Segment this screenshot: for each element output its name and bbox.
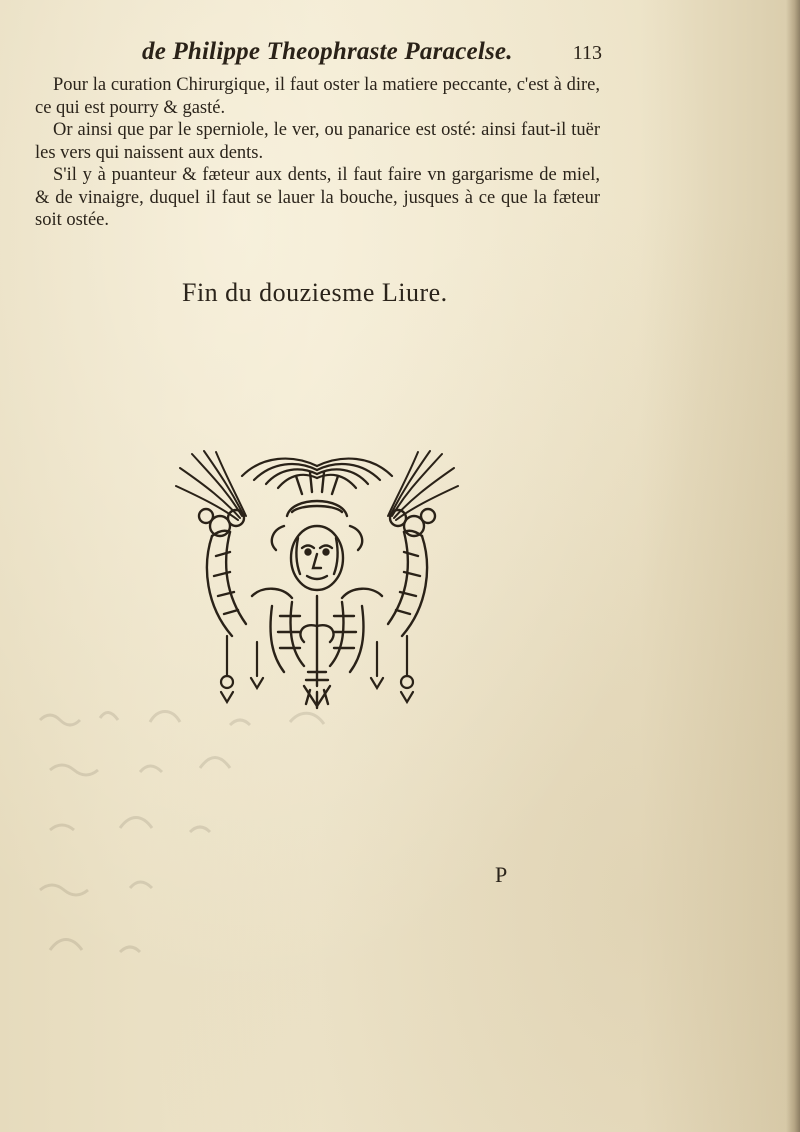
paragraph-curation: Pour la curation Chirurgique, il faut oster la matiere peccante, c'est à dire, ce qui est pourry & gasté. <box>35 75 600 118</box>
woodcut-ornament-icon <box>172 446 462 716</box>
body-text <box>35 74 600 232</box>
running-title: de Philippe Theophraste Paracelse. <box>142 38 513 65</box>
page-number: 113 <box>572 42 602 64</box>
end-of-book-heading: Fin du douziesme Liure. <box>182 278 448 307</box>
paragraph-puanteur: S'il y à puanteur & fæteur aux dents, il faut faire vn gargarisme de miel, & de vinaigre, duquel il faut se lauer la bouche, jusques à ce que la fæteur soit ostée. <box>35 165 600 230</box>
paragraph-vers: Or ainsi que par le sperniole, le ver, ou panarice est osté: ainsi faut-il tuër les vers qui naissent aux dents. <box>35 120 600 163</box>
show-through-texture <box>30 700 410 980</box>
page-edge-shadow <box>786 0 800 1132</box>
running-header <box>142 38 602 68</box>
signature-mark: P <box>495 862 508 887</box>
